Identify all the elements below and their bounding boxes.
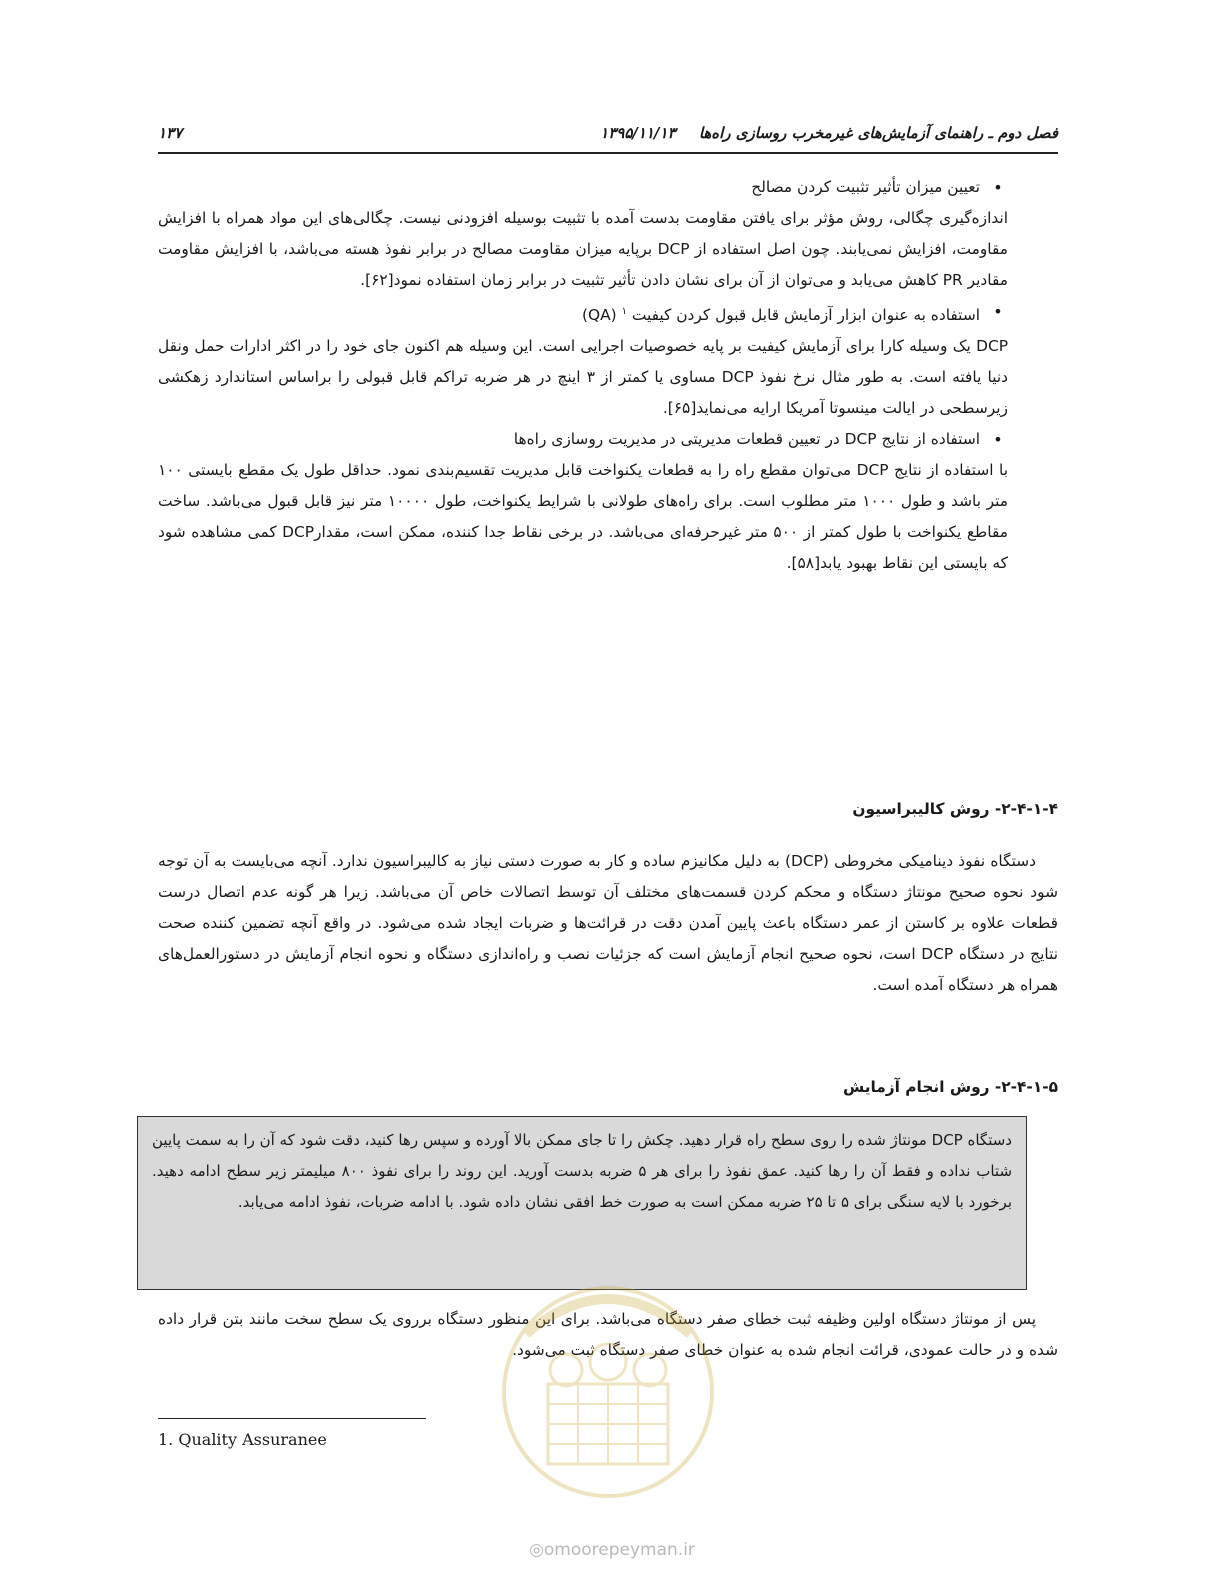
paragraph: اندازه‌گیری چگالی، روش مؤثر برای یافتن مقاومت بدست آمده با تثبیت بوسیله افزودنی نیست. چگالی‌های این مواد همراه با افزایش مقاومت، افزایش نمی‌یابند. چون اصل استفاده از DCP برپایه میزان مقاومت مصالح در برابر نفوذ هسته می‌باشد، با افزایش مقاومت مقادیر PR کاهش می‌یابد و می‌توان از آن برای نشان دادن تأثیر تثبیت در برابر زمان استفاده نمود[۶۲].: [158, 209, 1008, 289]
bullet-icon: •: [993, 178, 1003, 197]
watermark-logo-icon: [486, 1274, 730, 1504]
footnote-reference[interactable]: ۱: [621, 306, 627, 317]
bullet-section: [158, 172, 1008, 579]
header-date: ۱۳۹۵/۱۱/۱۳: [600, 124, 676, 142]
paragraph: دستگاه نفوذ دینامیکی مخروطی (DCP) به دلیل مکانیزم ساده و کار به صورت دستی نیاز به کالیبراسیون ندارد. آنچه می‌بایست به آن توجه شود نحوه صحیح مونتاژ دستگاه و محکم کردن قسمت‌های مختلف آن توسط اتصالات خاص آن می‌باشد. زیرا هر گونه عدم اتصال درست قطعات علاوه بر کاستن از عمر دستگاه باعث پایین آمدن دقت در قرائت‌ها و ضربات ایجاد شده می‌شود. در واقع آنچه تضمین کننده صحت نتایج در دستگاه DCP است، نحوه صحیح انجام آزمایش است که جزئیات نصب و راه‌اندازی دستگاه و نحوه انجام آزمایش در دستورالعمل‌های همراه هر دستگاه آمده است.: [158, 852, 1058, 994]
section-heading-procedure: ۲-۴-۱-۵- روش انجام آزمایش: [842, 1078, 1058, 1096]
watermark-url: [0, 1540, 1224, 1560]
chapter-title-text: فصل دوم ـ راهنمای آزمایش‌های غیرمخرب روسازی راه‌ها: [698, 124, 1058, 142]
watermark-url-text: omoorepeyman.ir: [543, 1540, 695, 1560]
procedure-box-text: دستگاه DCP مونتاژ شده را روی سطح راه قرار دهید. چکش را تا جای ممکن بالا آورده و سپس رها کنید، دقت شود که آن را به سمت پایین شتاب نداده و فقط آن را رها کنید. عمق نفوذ را برای هر ۵ ضربه بدست آورید. این روند را برای نفوذ ۸۰۰ میلیمتر زیر سطح ادامه دهید. برخورد با لایه سنگی برای ۵ تا ۲۵ ضربه ممکن است به صورت خط افقی نشان داده شود. با ادامه ضربات، نفوذ ادامه می‌یابد.: [152, 1131, 1013, 1211]
paragraph: پس از مونتاژ دستگاه اولین وظیفه ثبت خطای صفر دستگاه می‌باشد. برای این منظور دستگاه برروی یک سطح سخت مانند بتن قرار داده شده و در حالت عمودی، قرائت انجام شده به عنوان خطای صفر دستگاه ثبت می‌شود.: [158, 1310, 1058, 1359]
procedure-box: [137, 1116, 1027, 1290]
section-heading-calibration: ۲-۴-۱-۴- روش کالیبراسیون: [852, 800, 1058, 818]
bullet-icon: •: [993, 302, 1003, 321]
chapter-title: [600, 124, 1058, 142]
page-number: ۱۳۷: [158, 124, 183, 142]
globe-icon: ◎: [529, 1540, 544, 1560]
bullet-item-quality-assurance: [158, 296, 1008, 331]
page-header: [158, 118, 1058, 154]
paragraph: با استفاده از نتایج DCP می‌توان مقطع راه را به قطعات یکنواخت قابل مدیریت تقسیم‌بندی نمود. حداقل طول یک مقطع بایستی ۱۰۰ متر باشد و طول ۱۰۰۰ متر مطلوب است. برای راه‌های طولانی با شرایط یکنواخت، طول ۱۰۰۰۰ متر نیز قابل قبول می‌باشد. ساخت مقاطع یکنواخت با طول کمتر از ۵۰۰ متر غیرحرفه‌ای می‌باشد. در برخی نقاط جدا کننده، ممکن است، مقدارDCP کمی مشاهده شود که بایستی این نقاط بهبود یابد[۵۸].: [158, 461, 1008, 573]
footnote-divider: [158, 1418, 426, 1419]
bullet-title: استفاده به عنوان ابزار آزمایش قابل قبول کردن کیفیت: [631, 306, 980, 325]
bullet-item-management-sections: [158, 424, 1008, 455]
calibration-body: [158, 846, 1058, 1001]
bullet-title: استفاده از نتایج DCP در تعیین قطعات مدیریتی در مدیریت روسازی راه‌ها: [513, 430, 980, 449]
abbreviation: (QA): [581, 306, 617, 325]
bullet-item-stabilization: [158, 172, 1008, 203]
footnote: 1. Quality Assuranee: [158, 1430, 327, 1449]
paragraph: DCP یک وسیله کارا برای آزمایش کیفیت بر پایه خصوصیات اجرایی است. این وسیله هم اکنون جای خود را در اکثر ادارات حمل ونقل دنیا یافته است. به طور مثال نرخ نفوذ DCP مساوی یا کمتر از ۳ اینچ در هر ضربه تراکم قابل قبولی را براساس استاندارد زهکشی زیرسطحی در ایالت مینسوتا آمریکا ارایه می‌نماید[۶۵].: [158, 337, 1008, 418]
bullet-icon: •: [993, 430, 1003, 450]
bullet-title: تعیین میزان تأثیر تثبیت کردن مصالح: [751, 178, 980, 196]
